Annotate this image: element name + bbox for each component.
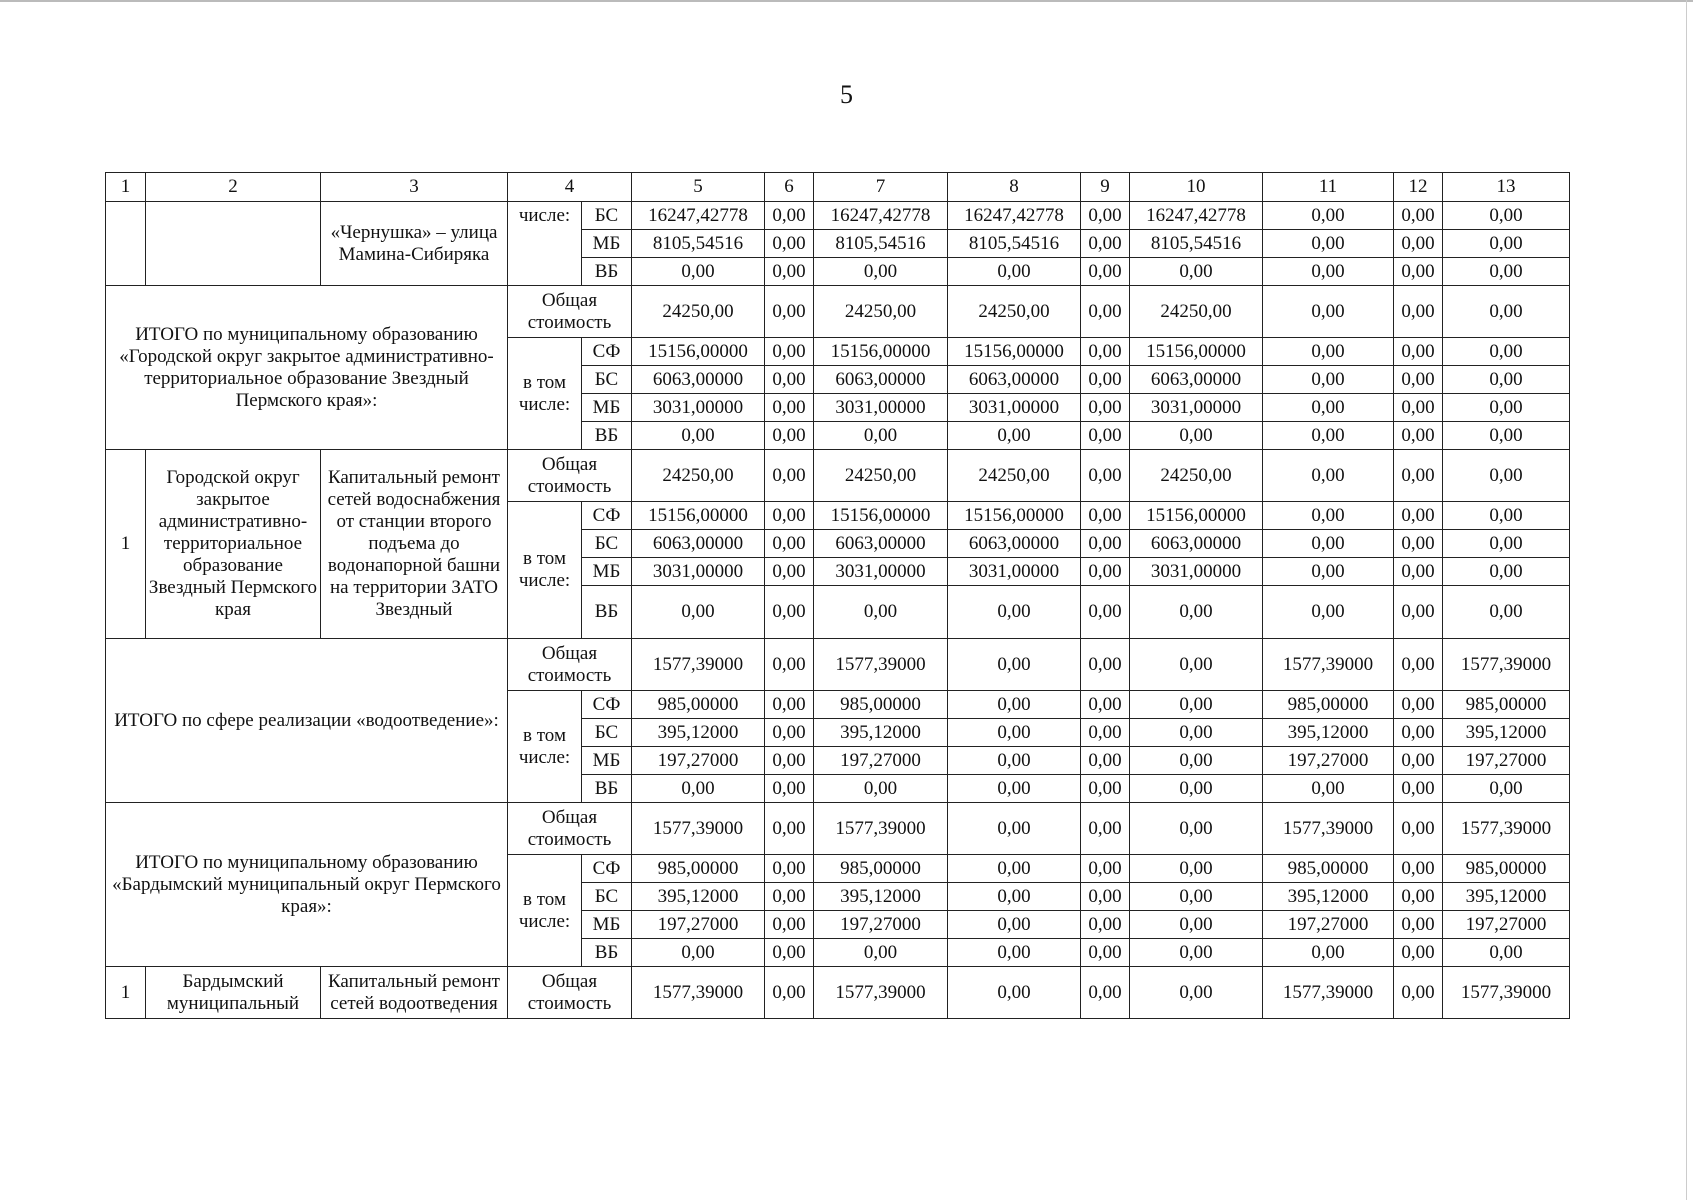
value-cell: 24250,00 bbox=[814, 450, 948, 502]
value-cell: 15156,00000 bbox=[948, 502, 1081, 530]
value-cell: 0,00 bbox=[765, 230, 814, 258]
value-cell: 8105,54516 bbox=[632, 230, 765, 258]
value-cell: 0,00 bbox=[1081, 586, 1130, 639]
value-cell: 0,00 bbox=[1130, 258, 1263, 286]
total-cost-label: Общая стоимость bbox=[508, 803, 632, 855]
header-cell: 1 bbox=[106, 173, 146, 202]
value-cell: 3031,00000 bbox=[632, 558, 765, 586]
value-cell: 0,00 bbox=[1081, 450, 1130, 502]
value-cell: 0,00 bbox=[1081, 639, 1130, 691]
value-cell: 0,00 bbox=[1443, 394, 1570, 422]
value-cell: 24250,00 bbox=[632, 286, 765, 338]
source-code-cell: БС bbox=[582, 883, 632, 911]
data-table bbox=[105, 172, 1570, 1019]
value-cell: 0,00 bbox=[1130, 911, 1263, 939]
value-cell: 0,00 bbox=[1443, 338, 1570, 366]
value-cell: 0,00 bbox=[765, 530, 814, 558]
value-cell: 0,00 bbox=[1394, 911, 1443, 939]
value-cell: 0,00 bbox=[1081, 855, 1130, 883]
value-cell: 0,00 bbox=[765, 502, 814, 530]
value-cell: 1577,39000 bbox=[1263, 967, 1394, 1019]
value-cell: 0,00 bbox=[1081, 803, 1130, 855]
header-cell: 4 bbox=[508, 173, 632, 202]
total-title-cell: ИТОГО по сфере реализации «водоотведение»: bbox=[106, 639, 508, 803]
value-cell: 1577,39000 bbox=[1443, 639, 1570, 691]
source-code-cell: СФ bbox=[582, 502, 632, 530]
object-name-cell: «Чернушка» – улица Мамина-Сибиряка bbox=[321, 202, 508, 286]
value-cell: 0,00 bbox=[1263, 530, 1394, 558]
value-cell: 0,00 bbox=[1263, 338, 1394, 366]
value-cell: 985,00000 bbox=[1263, 855, 1394, 883]
value-cell: 197,27000 bbox=[814, 747, 948, 775]
value-cell: 0,00 bbox=[765, 911, 814, 939]
value-cell: 395,12000 bbox=[1263, 719, 1394, 747]
object-name-cell: Капитальный ремонт сетей водоотведения bbox=[321, 967, 508, 1019]
value-cell: 0,00 bbox=[1130, 747, 1263, 775]
header-cell: 9 bbox=[1081, 173, 1130, 202]
value-cell: 395,12000 bbox=[632, 883, 765, 911]
value-cell: 3031,00000 bbox=[814, 394, 948, 422]
source-code-cell: ВБ bbox=[582, 422, 632, 450]
value-cell: 0,00 bbox=[1081, 394, 1130, 422]
source-code-cell: МБ bbox=[582, 911, 632, 939]
value-cell: 0,00 bbox=[1081, 775, 1130, 803]
value-cell: 0,00 bbox=[765, 775, 814, 803]
source-code-cell: БС bbox=[582, 366, 632, 394]
value-cell: 985,00000 bbox=[814, 691, 948, 719]
value-cell: 15156,00000 bbox=[814, 502, 948, 530]
value-cell: 197,27000 bbox=[1443, 911, 1570, 939]
value-cell: 16247,42778 bbox=[948, 202, 1081, 230]
table-row bbox=[106, 967, 1570, 1019]
source-code-cell: МБ bbox=[582, 747, 632, 775]
value-cell: 0,00 bbox=[1394, 286, 1443, 338]
value-cell: 0,00 bbox=[1130, 719, 1263, 747]
value-cell: 0,00 bbox=[1394, 394, 1443, 422]
value-cell: 0,00 bbox=[1394, 230, 1443, 258]
value-cell: 0,00 bbox=[1263, 230, 1394, 258]
value-cell: 0,00 bbox=[1081, 338, 1130, 366]
value-cell: 0,00 bbox=[1394, 366, 1443, 394]
value-cell: 1577,39000 bbox=[632, 803, 765, 855]
value-cell: 0,00 bbox=[948, 967, 1081, 1019]
table-row bbox=[106, 450, 1570, 502]
value-cell: 0,00 bbox=[1394, 202, 1443, 230]
value-cell: 0,00 bbox=[814, 939, 948, 967]
value-cell: 0,00 bbox=[1394, 530, 1443, 558]
value-cell: 6063,00000 bbox=[632, 366, 765, 394]
value-cell: 0,00 bbox=[765, 691, 814, 719]
value-cell: 197,27000 bbox=[1263, 747, 1394, 775]
value-cell: 1577,39000 bbox=[814, 967, 948, 1019]
value-cell: 0,00 bbox=[1394, 883, 1443, 911]
value-cell: 0,00 bbox=[1263, 202, 1394, 230]
value-cell: 24250,00 bbox=[948, 286, 1081, 338]
value-cell: 0,00 bbox=[1263, 286, 1394, 338]
table-row bbox=[106, 286, 1570, 338]
value-cell: 197,27000 bbox=[632, 911, 765, 939]
value-cell: 0,00 bbox=[948, 883, 1081, 911]
value-cell: 6063,00000 bbox=[1130, 366, 1263, 394]
value-cell: 0,00 bbox=[1263, 775, 1394, 803]
value-cell: 24250,00 bbox=[814, 286, 948, 338]
value-cell: 0,00 bbox=[948, 939, 1081, 967]
value-cell: 6063,00000 bbox=[948, 530, 1081, 558]
value-cell: 0,00 bbox=[1394, 967, 1443, 1019]
value-cell: 0,00 bbox=[1394, 450, 1443, 502]
value-cell: 395,12000 bbox=[814, 883, 948, 911]
value-cell: 0,00 bbox=[948, 586, 1081, 639]
value-cell: 985,00000 bbox=[632, 855, 765, 883]
value-cell: 0,00 bbox=[1394, 691, 1443, 719]
header-cell: 5 bbox=[632, 173, 765, 202]
value-cell: 0,00 bbox=[1081, 939, 1130, 967]
value-cell: 395,12000 bbox=[1443, 719, 1570, 747]
header-cell: 12 bbox=[1394, 173, 1443, 202]
value-cell: 0,00 bbox=[1081, 258, 1130, 286]
value-cell: 0,00 bbox=[1394, 502, 1443, 530]
value-cell: 0,00 bbox=[765, 747, 814, 775]
value-cell: 0,00 bbox=[765, 558, 814, 586]
value-cell: 395,12000 bbox=[1263, 883, 1394, 911]
value-cell: 0,00 bbox=[1263, 394, 1394, 422]
source-code-cell: МБ bbox=[582, 558, 632, 586]
including-label: в том числе: bbox=[508, 691, 582, 803]
value-cell: 0,00 bbox=[632, 775, 765, 803]
value-cell: 0,00 bbox=[765, 639, 814, 691]
value-cell: 0,00 bbox=[1081, 502, 1130, 530]
value-cell: 0,00 bbox=[1443, 286, 1570, 338]
value-cell: 0,00 bbox=[1081, 911, 1130, 939]
value-cell: 0,00 bbox=[632, 939, 765, 967]
value-cell: 197,27000 bbox=[814, 911, 948, 939]
value-cell: 15156,00000 bbox=[948, 338, 1081, 366]
value-cell: 1577,39000 bbox=[814, 639, 948, 691]
value-cell: 0,00 bbox=[1081, 422, 1130, 450]
value-cell: 0,00 bbox=[632, 258, 765, 286]
value-cell: 0,00 bbox=[948, 639, 1081, 691]
value-cell: 0,00 bbox=[765, 803, 814, 855]
value-cell: 0,00 bbox=[814, 775, 948, 803]
including-label: в том числе: bbox=[508, 338, 582, 450]
source-code-cell: ВБ bbox=[582, 775, 632, 803]
value-cell: 0,00 bbox=[1263, 450, 1394, 502]
total-cost-label: Общая стоимость bbox=[508, 450, 632, 502]
value-cell: 6063,00000 bbox=[814, 530, 948, 558]
value-cell: 0,00 bbox=[1081, 366, 1130, 394]
value-cell: 0,00 bbox=[1130, 691, 1263, 719]
value-cell: 1577,39000 bbox=[632, 967, 765, 1019]
value-cell: 985,00000 bbox=[1443, 691, 1570, 719]
value-cell: 3031,00000 bbox=[632, 394, 765, 422]
value-cell: 3031,00000 bbox=[1130, 558, 1263, 586]
value-cell: 0,00 bbox=[1443, 422, 1570, 450]
scan-edge-right bbox=[1686, 0, 1687, 1200]
value-cell: 0,00 bbox=[1443, 366, 1570, 394]
value-cell: 0,00 bbox=[814, 586, 948, 639]
source-code-cell: БС bbox=[582, 202, 632, 230]
total-cost-label: Общая стоимость bbox=[508, 639, 632, 691]
header-cell: 11 bbox=[1263, 173, 1394, 202]
object-cell bbox=[146, 202, 321, 286]
source-code-cell: СФ bbox=[582, 855, 632, 883]
value-cell: 0,00 bbox=[632, 422, 765, 450]
value-cell: 15156,00000 bbox=[632, 502, 765, 530]
source-code-cell: ВБ bbox=[582, 258, 632, 286]
value-cell: 0,00 bbox=[1130, 883, 1263, 911]
source-code-cell: СФ bbox=[582, 691, 632, 719]
value-cell: 0,00 bbox=[814, 258, 948, 286]
value-cell: 3031,00000 bbox=[948, 558, 1081, 586]
object-name-cell: Капитальный ремонт сетей водоснабжения от станции второго подъема до водонапорной башни на территории ЗАТО Звездный bbox=[321, 450, 508, 639]
value-cell: 985,00000 bbox=[1443, 855, 1570, 883]
num-cell bbox=[106, 202, 146, 286]
value-cell: 3031,00000 bbox=[1130, 394, 1263, 422]
total-cost-label: Общая стоимость bbox=[508, 967, 632, 1019]
value-cell: 0,00 bbox=[765, 202, 814, 230]
value-cell: 0,00 bbox=[1081, 967, 1130, 1019]
value-cell: 0,00 bbox=[1443, 530, 1570, 558]
value-cell: 0,00 bbox=[1263, 939, 1394, 967]
value-cell: 0,00 bbox=[765, 286, 814, 338]
value-cell: 0,00 bbox=[765, 586, 814, 639]
value-cell: 6063,00000 bbox=[948, 366, 1081, 394]
value-cell: 1577,39000 bbox=[632, 639, 765, 691]
including-label: в том числе: bbox=[508, 855, 582, 967]
value-cell: 0,00 bbox=[1130, 855, 1263, 883]
source-code-cell: БС bbox=[582, 719, 632, 747]
value-cell: 0,00 bbox=[1263, 258, 1394, 286]
value-cell: 8105,54516 bbox=[1130, 230, 1263, 258]
value-cell: 0,00 bbox=[1081, 747, 1130, 775]
value-cell: 197,27000 bbox=[1443, 747, 1570, 775]
value-cell: 16247,42778 bbox=[814, 202, 948, 230]
including-label: в том числе: bbox=[508, 502, 582, 639]
value-cell: 0,00 bbox=[765, 855, 814, 883]
value-cell: 24250,00 bbox=[948, 450, 1081, 502]
value-cell: 0,00 bbox=[1130, 422, 1263, 450]
header-row bbox=[106, 173, 1570, 202]
value-cell: 0,00 bbox=[948, 422, 1081, 450]
value-cell: 15156,00000 bbox=[1130, 502, 1263, 530]
value-cell: 0,00 bbox=[765, 450, 814, 502]
value-cell: 6063,00000 bbox=[814, 366, 948, 394]
value-cell: 0,00 bbox=[1081, 691, 1130, 719]
value-cell: 0,00 bbox=[1263, 366, 1394, 394]
value-cell: 0,00 bbox=[765, 939, 814, 967]
value-cell: 0,00 bbox=[948, 855, 1081, 883]
value-cell: 395,12000 bbox=[632, 719, 765, 747]
value-cell: 8105,54516 bbox=[814, 230, 948, 258]
value-cell: 0,00 bbox=[1394, 803, 1443, 855]
value-cell: 0,00 bbox=[765, 883, 814, 911]
value-cell: 1577,39000 bbox=[1443, 803, 1570, 855]
value-cell: 0,00 bbox=[1394, 747, 1443, 775]
value-cell: 24250,00 bbox=[632, 450, 765, 502]
header-cell: 6 bbox=[765, 173, 814, 202]
value-cell: 0,00 bbox=[1263, 586, 1394, 639]
total-title-cell: ИТОГО по муниципальному образованию «Бардымский муниципальный округ Пермского края»: bbox=[106, 803, 508, 967]
value-cell: 0,00 bbox=[1081, 558, 1130, 586]
page-number: 5 bbox=[840, 80, 853, 109]
value-cell: 6063,00000 bbox=[1130, 530, 1263, 558]
value-cell: 0,00 bbox=[1443, 502, 1570, 530]
value-cell: 395,12000 bbox=[1443, 883, 1570, 911]
value-cell: 0,00 bbox=[1443, 230, 1570, 258]
value-cell: 197,27000 bbox=[632, 747, 765, 775]
table-row bbox=[106, 803, 1570, 855]
value-cell: 0,00 bbox=[1394, 338, 1443, 366]
value-cell: 24250,00 bbox=[1130, 286, 1263, 338]
value-cell: 0,00 bbox=[1443, 450, 1570, 502]
header-cell: 2 bbox=[146, 173, 321, 202]
value-cell: 0,00 bbox=[1081, 286, 1130, 338]
value-cell: 0,00 bbox=[765, 338, 814, 366]
source-code-cell: ВБ bbox=[582, 586, 632, 639]
value-cell: 985,00000 bbox=[632, 691, 765, 719]
value-cell: 0,00 bbox=[1130, 586, 1263, 639]
value-cell: 24250,00 bbox=[1130, 450, 1263, 502]
value-cell: 0,00 bbox=[1394, 586, 1443, 639]
source-code-cell: МБ bbox=[582, 394, 632, 422]
header-cell: 7 bbox=[814, 173, 948, 202]
value-cell: 0,00 bbox=[948, 911, 1081, 939]
value-cell: 16247,42778 bbox=[1130, 202, 1263, 230]
value-cell: 0,00 bbox=[1394, 258, 1443, 286]
value-cell: 0,00 bbox=[1443, 586, 1570, 639]
value-cell: 0,00 bbox=[1081, 719, 1130, 747]
value-cell: 395,12000 bbox=[814, 719, 948, 747]
value-cell: 0,00 bbox=[1443, 939, 1570, 967]
value-cell: 0,00 bbox=[765, 258, 814, 286]
value-cell: 0,00 bbox=[1081, 883, 1130, 911]
value-cell: 0,00 bbox=[1130, 775, 1263, 803]
value-cell: 16247,42778 bbox=[632, 202, 765, 230]
total-cost-label: Общая стоимость bbox=[508, 286, 632, 338]
municipality-cell: Бардымский муниципальный bbox=[146, 967, 321, 1019]
scan-edge-top bbox=[0, 0, 1693, 2]
value-cell: 0,00 bbox=[1263, 422, 1394, 450]
value-cell: 985,00000 bbox=[814, 855, 948, 883]
value-cell: 15156,00000 bbox=[1130, 338, 1263, 366]
value-cell: 0,00 bbox=[1263, 558, 1394, 586]
value-cell: 1577,39000 bbox=[1263, 803, 1394, 855]
total-title-cell: ИТОГО по муниципальному образованию «Городской округ закрытое административно-территориальное образование Звездный Пермского края»: bbox=[106, 286, 508, 450]
value-cell: 1577,39000 bbox=[1263, 639, 1394, 691]
value-cell: 0,00 bbox=[948, 803, 1081, 855]
header-cell: 3 bbox=[321, 173, 508, 202]
header-cell: 13 bbox=[1443, 173, 1570, 202]
value-cell: 0,00 bbox=[1394, 639, 1443, 691]
source-code-cell: МБ bbox=[582, 230, 632, 258]
value-cell: 0,00 bbox=[1130, 803, 1263, 855]
value-cell: 197,27000 bbox=[1263, 911, 1394, 939]
value-cell: 15156,00000 bbox=[814, 338, 948, 366]
value-cell: 0,00 bbox=[1443, 202, 1570, 230]
value-cell: 6063,00000 bbox=[632, 530, 765, 558]
source-label-cell: числе: bbox=[508, 202, 582, 286]
value-cell: 0,00 bbox=[1081, 202, 1130, 230]
value-cell: 3031,00000 bbox=[814, 558, 948, 586]
municipality-cell: Городской округ закрытое административно-территориальное образование Звездный Пермского края bbox=[146, 450, 321, 639]
header-cell: 10 bbox=[1130, 173, 1263, 202]
value-cell: 0,00 bbox=[1394, 939, 1443, 967]
value-cell: 0,00 bbox=[765, 394, 814, 422]
value-cell: 0,00 bbox=[1130, 967, 1263, 1019]
source-code-cell: ВБ bbox=[582, 939, 632, 967]
value-cell: 1577,39000 bbox=[1443, 967, 1570, 1019]
value-cell: 0,00 bbox=[765, 366, 814, 394]
table-row bbox=[106, 639, 1570, 691]
value-cell: 0,00 bbox=[948, 747, 1081, 775]
value-cell: 8105,54516 bbox=[948, 230, 1081, 258]
value-cell: 0,00 bbox=[765, 719, 814, 747]
value-cell: 0,00 bbox=[1130, 639, 1263, 691]
value-cell: 0,00 bbox=[1081, 530, 1130, 558]
num-cell: 1 bbox=[106, 450, 146, 639]
value-cell: 0,00 bbox=[1443, 258, 1570, 286]
source-code-cell: СФ bbox=[582, 338, 632, 366]
num-cell: 1 bbox=[106, 967, 146, 1019]
value-cell: 0,00 bbox=[948, 691, 1081, 719]
value-cell: 0,00 bbox=[814, 422, 948, 450]
value-cell: 0,00 bbox=[1394, 855, 1443, 883]
value-cell: 0,00 bbox=[1263, 502, 1394, 530]
value-cell: 0,00 bbox=[1394, 422, 1443, 450]
value-cell: 0,00 bbox=[1394, 719, 1443, 747]
value-cell: 0,00 bbox=[1081, 230, 1130, 258]
value-cell: 0,00 bbox=[765, 967, 814, 1019]
value-cell: 3031,00000 bbox=[948, 394, 1081, 422]
value-cell: 0,00 bbox=[1394, 558, 1443, 586]
value-cell: 0,00 bbox=[1443, 775, 1570, 803]
value-cell: 1577,39000 bbox=[814, 803, 948, 855]
value-cell: 0,00 bbox=[765, 422, 814, 450]
header-cell: 8 bbox=[948, 173, 1081, 202]
value-cell: 0,00 bbox=[948, 775, 1081, 803]
table-row bbox=[106, 202, 1570, 230]
value-cell: 0,00 bbox=[1443, 558, 1570, 586]
value-cell: 0,00 bbox=[632, 586, 765, 639]
value-cell: 0,00 bbox=[948, 719, 1081, 747]
value-cell: 15156,00000 bbox=[632, 338, 765, 366]
value-cell: 0,00 bbox=[1394, 775, 1443, 803]
source-code-cell: БС bbox=[582, 530, 632, 558]
value-cell: 0,00 bbox=[1130, 939, 1263, 967]
value-cell: 985,00000 bbox=[1263, 691, 1394, 719]
value-cell: 0,00 bbox=[948, 258, 1081, 286]
